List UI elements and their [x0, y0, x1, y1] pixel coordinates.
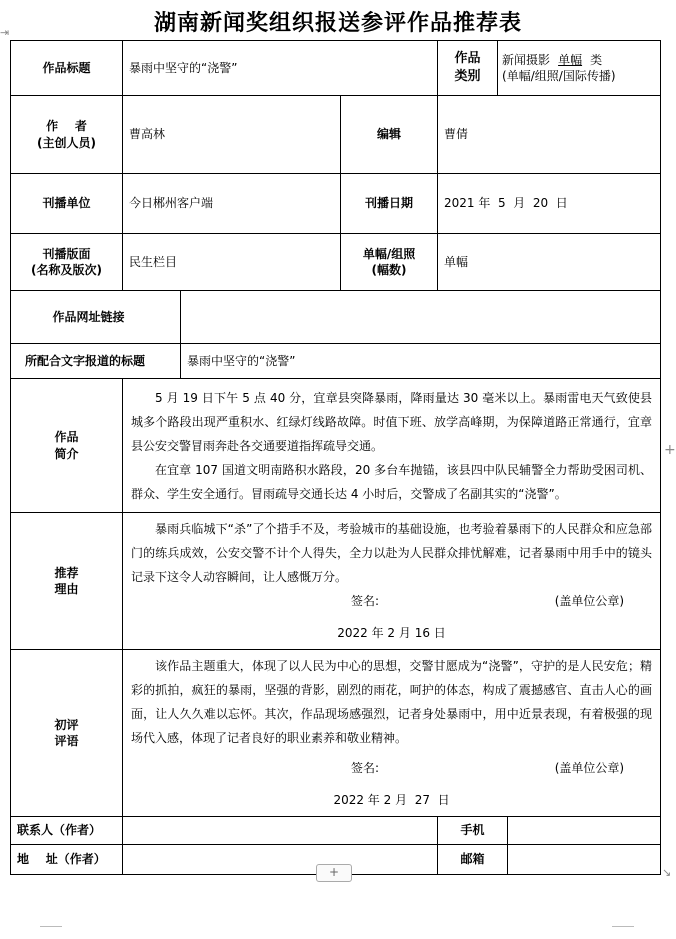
- type-suffix: 类: [590, 52, 603, 67]
- table-move-icon[interactable]: ⇥: [0, 26, 10, 39]
- row-review: [11, 650, 661, 817]
- label-format: [341, 234, 438, 291]
- value-address[interactable]: [123, 845, 438, 875]
- label-summary-line2: 简介: [54, 446, 79, 461]
- label-recommend: [11, 513, 123, 650]
- recommend-paragraph: 暴雨兵临城下“杀”了个措手不及，考验城市的基础设施，也考验着暴雨下的人民群众和应急部门的练兵成效，公安交警不计个人得失，全力以赴为人民群众排忧解难，记者暴雨中用手中的镜头记录下这令人动容瞬间，让人感慨万分。: [131, 522, 653, 584]
- row-page: [11, 234, 661, 291]
- review-seal-label: (盖单位公章): [554, 761, 625, 775]
- label-contact: 联系人（作者）: [11, 817, 123, 845]
- recommend-date: 2022 年 2 月 16 日: [337, 626, 446, 640]
- label-link: 作品网址链接: [11, 291, 181, 344]
- label-type-line2: 类别: [454, 69, 481, 84]
- value-format[interactable]: 单幅: [438, 234, 661, 291]
- label-type: [438, 41, 498, 96]
- row-author: [11, 96, 661, 174]
- recommendation-form-table: [10, 40, 661, 875]
- value-editor[interactable]: 曹倩: [438, 96, 661, 174]
- page-title: 湖南新闻奖组织报送参评作品推荐表: [153, 11, 522, 36]
- label-address: 地 址（作者）: [11, 845, 123, 875]
- recommend-signature-line: [131, 589, 652, 613]
- value-page[interactable]: 民生栏目: [123, 234, 341, 291]
- value-type[interactable]: [498, 41, 661, 96]
- summary-paragraph-1: 5 月 19 日下午 5 点 40 分，宜章县突降暴雨，降雨量达 30 毫米以上。暴雨雷电天气致使县城多个路段出现严重积水、红绿灯线路故障。时值下班、放学高峰期，为保障道路正常通行，宜章县公安交警冒雨奔赴各交通要道指挥疏导交通。: [131, 390, 653, 453]
- label-page-line2: (名称及版次): [31, 263, 102, 277]
- value-unit[interactable]: 今日郴州客户端: [123, 174, 341, 234]
- type-prefix: 新闻摄影: [502, 52, 551, 67]
- type-options: (单幅/组照/国际传播): [502, 69, 616, 83]
- label-format-line2: (幅数): [371, 263, 407, 277]
- page-corner-mark-right: [612, 926, 634, 937]
- value-title[interactable]: 暴雨中坚守的“浇警”: [123, 41, 438, 96]
- row-unit: [11, 174, 661, 234]
- table-resize-icon[interactable]: ↘: [662, 866, 672, 879]
- row-contact: [11, 817, 661, 845]
- recommend-seal-label: (盖单位公章): [554, 594, 625, 608]
- row-recommend: [11, 513, 661, 650]
- label-review-line2: 评语: [54, 734, 79, 748]
- review-signature-line: [131, 756, 652, 780]
- label-caption: 所配合文字报道的标题: [11, 344, 181, 379]
- label-author-line1: 作 者: [46, 119, 87, 134]
- summary-body[interactable]: [123, 379, 661, 513]
- label-type-line1: 作品: [454, 51, 481, 67]
- value-caption[interactable]: 暴雨中坚守的“浇警”: [181, 344, 661, 379]
- label-author-line2: (主创人员): [37, 135, 96, 150]
- row-caption: [11, 344, 661, 379]
- recommend-body[interactable]: [123, 513, 661, 650]
- review-date: 2022 年 2 月 27 日: [333, 793, 450, 807]
- review-paragraph: 该作品主题重大，体现了以人民为中心的思想，交警甘愿成为“浇警”，守护的是人民安危；精彩的抓拍，疯狂的暴雨，坚强的背影，剧烈的雨花，呵护的体态，构成了震撼感官、直击人心的画面，让人久久难以忘怀。其次，作品现场感强烈，记者身处暴雨中，用中近景表现，有着极强的现场代入感，体现了记者良好的职业素养和敬业精神。: [131, 659, 653, 745]
- label-phone: 手机: [438, 817, 508, 845]
- value-contact[interactable]: [123, 817, 438, 845]
- label-summary: [11, 379, 123, 513]
- summary-paragraph-2: 在宜章 107 国道文明南路积水路段，20 多台车抛锚，该县四中队民辅警全力帮助受困司机、群众、学生安全通行。冒雨疏导交通长达 4 小时后，交警成了名副其实的“浇警”。: [131, 462, 653, 501]
- label-page-line1: 刊播版面: [42, 246, 91, 261]
- review-body[interactable]: [123, 650, 661, 817]
- value-post[interactable]: [508, 845, 661, 875]
- add-row-button[interactable]: +: [316, 864, 352, 882]
- label-date: 刊播日期: [341, 174, 438, 234]
- label-summary-line1: 作品: [54, 430, 79, 445]
- label-editor: 编辑: [341, 96, 438, 174]
- label-page: [11, 234, 123, 291]
- recommend-sign-label: 签名:: [351, 594, 380, 608]
- label-review: [11, 650, 123, 817]
- label-title: 作品标题: [11, 41, 123, 96]
- label-format-line1: 单幅/组照: [362, 246, 416, 261]
- page-corner-mark-left: [40, 926, 62, 937]
- value-link[interactable]: [181, 291, 661, 344]
- row-title: [11, 41, 661, 96]
- value-phone[interactable]: [508, 817, 661, 845]
- value-date[interactable]: 2021 年 5 月 20 日: [438, 174, 661, 234]
- label-post: 邮箱: [438, 845, 508, 875]
- type-value[interactable]: 单幅: [558, 52, 583, 67]
- row-link: [11, 291, 661, 344]
- label-review-line1: 初评: [54, 717, 79, 732]
- label-unit: 刊播单位: [11, 174, 123, 234]
- label-author: [11, 96, 123, 174]
- review-sign-label: 签名:: [351, 761, 380, 775]
- add-column-icon[interactable]: +: [664, 442, 676, 458]
- label-recommend-line1: 推荐: [54, 565, 79, 580]
- label-recommend-line2: 理由: [54, 582, 79, 596]
- row-summary: [11, 379, 661, 513]
- value-author[interactable]: 曹高林: [123, 96, 341, 174]
